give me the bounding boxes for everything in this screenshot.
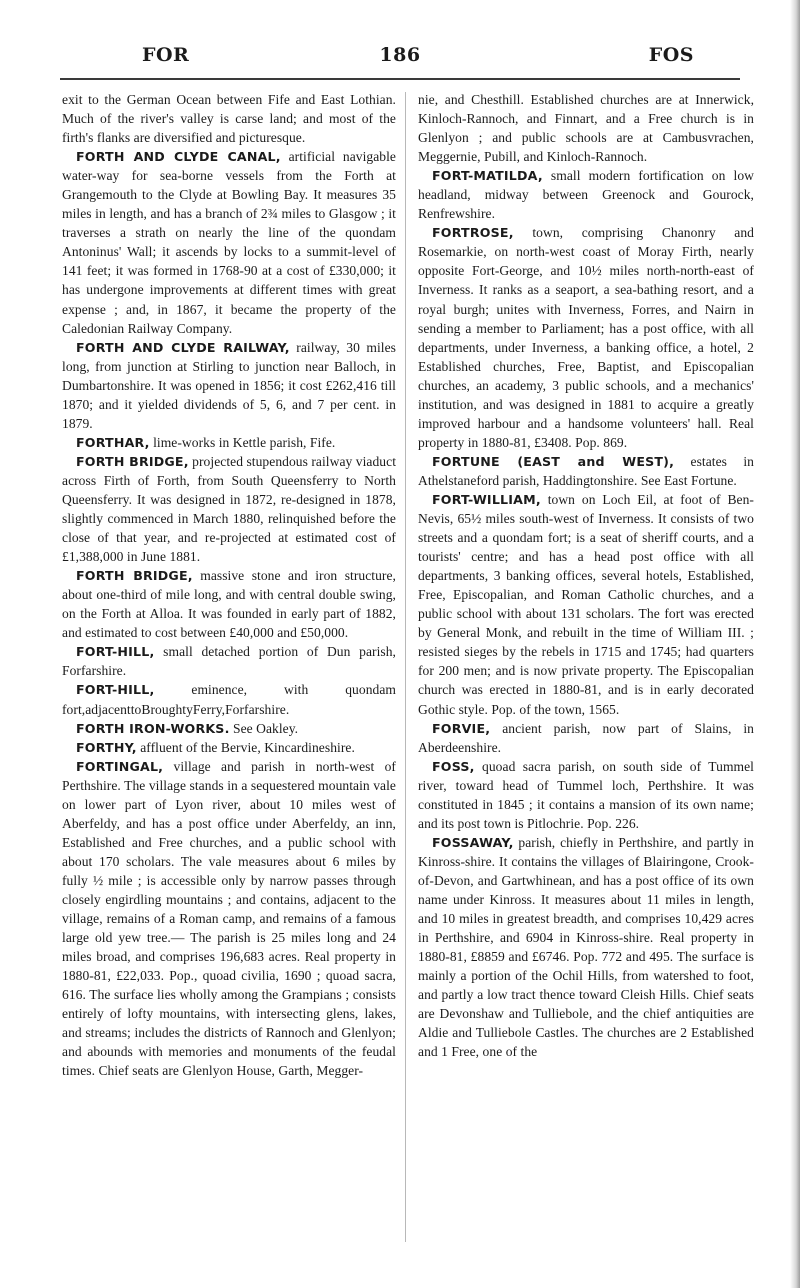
header-right-guideword: FOS <box>648 44 694 66</box>
entry-paragraph <box>62 147 396 337</box>
running-header <box>60 44 740 72</box>
entry-headword: FORTH AND CLYDE RAILWAY, <box>76 339 290 355</box>
entry-headword: FORT-HILL, <box>76 644 155 660</box>
entry-headword: FORTUNE (EAST and WEST), <box>432 453 675 469</box>
entry-headword: FOSSAWAY, <box>432 834 514 850</box>
entry-headword: FORTINGAL, <box>76 758 164 774</box>
entry-paragraph <box>62 680 396 718</box>
entry-text: See Oakley. <box>229 720 299 736</box>
entry-paragraph <box>418 757 754 833</box>
entry-text: quoad sacra parish, on south side of Tummel river, toward head of Tummel loch, Perthshire. It was constituted in 1845 ; it contains a mansion of its own name; and its post town is Pitlochrie. Pop. 226. <box>418 758 754 831</box>
entry-text: estates in Athelstaneford parish, Haddingtonshire. See East Fortune. <box>418 453 754 488</box>
entry-text: exit to the German Ocean between Fife and East Lothian. Much of the river's valley is carse land; and most of the firth's flanks are diversified and picturesque. <box>62 92 396 146</box>
entry-headword: FOSS, <box>432 758 475 774</box>
entry-headword: FORVIE, <box>432 720 491 736</box>
entry-paragraph <box>418 833 754 1062</box>
entry-paragraph <box>418 490 754 719</box>
entry-paragraph <box>418 452 754 490</box>
entry-text: small detached portion of Dun parish, Forfarshire. <box>62 644 396 679</box>
entry-paragraph <box>62 566 396 642</box>
entry-text: projected stupendous railway viaduct across Firth of Forth, from South Queensferry to North Queensferry. It was designed in 1872, re-designed in 1878, slightly commenced in March 1880, relinquished before the close of that year, and re-projected at estimated cost of £1,388,000 in June 1881. <box>62 453 397 565</box>
entry-headword: FORTH BRIDGE, <box>76 453 189 469</box>
entry-paragraph <box>62 433 396 452</box>
entry-text: village and parish in north-west of Perthshire. The village stands in a sequestered mountain vale on lower part of Lyon river, about 10 miles west of Aberfeldy, and has a post office under Aberfeldy, an inn, Established and Free churches, and a public school with about 170 scholars. The vale measures about 6 miles by fully ½ mile ; is accessible only by narrow passes through closely engirdling mountains ; and contains, adjacent to the village, remains of a Roman camp, and remains of a famous large old yew tree.— The parish is 25 miles long and 24 miles broad, and comprises 196,683 acres. Real property in 1880-81, £22,033. Pop., quoad civilia, 1690 ; quoad sacra, 616. The surface lies wholly among the Grampians ; consists entirely of lofty mountains, with intersecting glens, lakes, and streams; includes the districts of Rannoch and Glenlyon; and abounds with memories and monuments of the feudal times. Chief seats are Glenlyon House, Garth, Megger- <box>62 758 396 1079</box>
entry-headword: FORTH BRIDGE, <box>76 568 193 584</box>
entry-paragraph <box>62 757 396 1081</box>
left-column <box>62 90 396 1080</box>
right-column <box>418 90 754 1061</box>
entry-paragraph <box>418 719 754 757</box>
entry-headword: FORT-WILLIAM, <box>432 491 541 507</box>
entry-headword: FORTHY, <box>76 739 137 755</box>
entry-headword: FORT-HILL, <box>76 682 155 698</box>
entry-paragraph <box>62 719 396 738</box>
entry-text: town on Loch Eil, at foot of Ben-Nevis, 65½ miles south-west of Inverness. It consists of two streets and a quondam fort; is a seat of sheriff courts, and a tourists' centre; and has a head post office with all departments, 3 banking offices, several hotels, Established, Free, Episcopalian, and Roman Catholic churches, and a public school with about 131 scholars. The fort was erected by General Monk, and rebuilt in the time of William III. ; resisted sieges by the rebels in 1715 and 1745; had quarters for 200 men; and is now private property. The Episcopalian church was erected in 1880-81, and is in early decorated Gothic style. Pop. of the town, 1565. <box>418 491 754 717</box>
entry-text: nie, and Chesthill. Established churches are at Innerwick, Kinloch-Rannoch, and Finnart, and a Free church is in Glenlyon ; and public schools are at Cambusvrachen, Meggernie, Pubill, and Kinloch-Rannoch. <box>418 92 754 165</box>
entry-paragraph <box>418 90 754 166</box>
entry-paragraph <box>62 90 396 147</box>
entry-text: affluent of the Bervie, Kincardineshire. <box>136 739 355 755</box>
page-edge-shadow <box>790 0 800 1288</box>
entry-headword: FORTH AND CLYDE CANAL, <box>76 149 281 165</box>
entry-headword: FORT-MATILDA, <box>432 168 543 184</box>
entry-headword: FORTHAR, <box>76 434 150 450</box>
page-number: 186 <box>379 44 421 66</box>
entry-text: massive stone and iron structure, about one-third of mile long, and with central double swing, on the Forth at Alloa. It was founded in early part of 1882, and estimated to cost between £40,000 and £50,000. <box>62 568 396 641</box>
entry-text: lime-works in Kettle parish, Fife. <box>149 434 336 450</box>
entry-text: town, comprising Chanonry and Rosemarkie, on north-west coast of Moray Firth, nearly opposite Fort-George, and 10½ miles north-north-east of Inverness. It ranks as a seaport, a sea-bathing resort, and a royal burgh; unites with Inverness, Forres, and Nairn in sending a member to Parliament; has a post office, with all departments, under Inverness, a banking office, a hotel, 2 Established churches, Free, Baptist, and Episcopalian churches, an academy, 3 public schools, and a mechanics' institution, and was designed in 1881 to acquire a greatly improved harbour and a handsome volunteers' hall. Real property in 1880-81, £3408. Pop. 869. <box>418 225 754 450</box>
column-divider <box>405 92 406 1242</box>
entry-paragraph <box>62 338 396 433</box>
entry-text: small modern fortification on low headland, midway between Greenock and Gourock, Renfrewshire. <box>418 168 754 222</box>
entry-paragraph <box>418 223 754 452</box>
entry-paragraph <box>418 166 754 223</box>
header-rule <box>60 78 740 80</box>
entry-paragraph <box>62 642 396 680</box>
entry-headword: FORTH IRON-WORKS. <box>76 720 230 736</box>
entry-headword: FORTROSE, <box>432 225 514 241</box>
entry-text: railway, 30 miles long, from junction at Stirling to junction near Balloch, in Dumbartonshire. It was opened in 1856; it cost £262,416 till 1870; and it yielded dividends of 5, 6, and 7 per cent. in 1879. <box>62 339 396 431</box>
entry-text: artificial navigable water-way for sea-borne vessels from the Forth at Grangemouth to the Clyde at Bowling Bay. It measures 35 miles in length, and has a branch of 2¾ miles to Glasgow ; it traverses a strath on nearly the line of the quondam Antoninus' Wall; it ascends by locks to a summit-level of 141 feet; it was formed in 1768-90 at a cost of £330,000; it has undergone improvements at different times with great expense ; and, in 1867, it became the property of the Caledonian Railway Company. <box>62 149 396 336</box>
entry-paragraph <box>62 452 396 566</box>
entry-text: parish, chiefly in Perthshire, and partly in Kinross-shire. It contains the villages of Blairingone, Crook-of-Devon, and Gartwhinean, and has a post office of its own name under Kinross. It measures about 11 miles in length, and 10 miles in greatest breadth, and comprises 10,429 acres in Perthshire, and 6904 in Kinross-shire. Real property in 1880-81, £8859 and £6746. Pop. 772 and 495. The surface is mainly a portion of the Ochil Hills, from watershed to foot, and partly a low tract thence toward Cleish Hills. Chief seats are Devonshaw and Tulliebole, and the chief antiquities are Aldie and Tulliebole Castles. The churches are 2 Established and 1 Free, one of the <box>418 834 754 1060</box>
entry-text: eminence, with quondam fort,adjacenttoBroughtyFerry,Forfarshire. <box>62 682 396 717</box>
entry-text: ancient parish, now part of Slains, in Aberdeenshire. <box>418 720 754 755</box>
entry-paragraph <box>62 738 396 757</box>
header-left-guideword: FOR <box>142 44 190 66</box>
